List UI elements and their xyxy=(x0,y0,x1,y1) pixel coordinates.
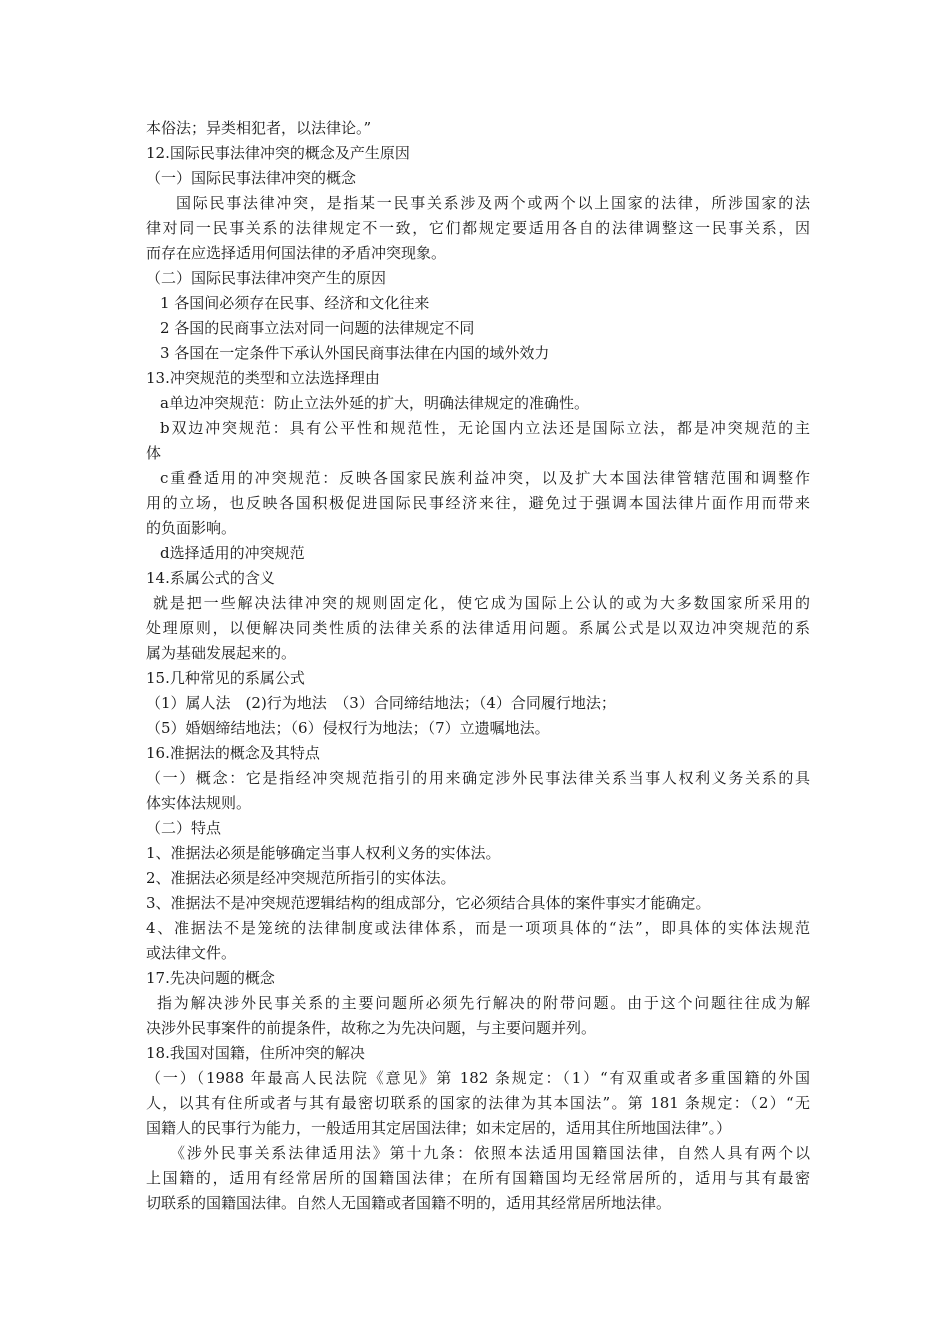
text-line: 体实体法规则。 xyxy=(146,794,252,812)
list-item: a单边冲突规范：防止立法外延的扩大，明确法律规定的准确性。 xyxy=(160,394,589,412)
section-heading: 17.先决问题的概念 xyxy=(146,969,275,987)
text-line: 而存在应选择适用何国法律的矛盾冲突现象。 xyxy=(146,244,447,262)
text-line: 或法律文件。 xyxy=(146,944,237,962)
subsection-heading: （二）特点 xyxy=(146,819,222,837)
list-item: 3、准据法不是冲突规范逻辑结构的组成部分，它必须结合具体的案件事实才能确定。 xyxy=(146,894,711,912)
text-line: （5）婚姻缔结地法；（6）侵权行为地法；（7）立遗嘱地法。 xyxy=(146,719,550,737)
text-line: （一）概念：它是指经冲突规范指引的用来确定涉外民事法律关系当事人权利义务关系的具 xyxy=(146,769,810,787)
list-item: 3 各国在一定条件下承认外国民商事法律在内国的域外效力 xyxy=(160,344,550,362)
text-line: 《涉外民事关系法律适用法》第十九条：依照本法适用国籍国法律，自然人具有两个以 xyxy=(170,1144,810,1162)
text-line: 指为解决涉外民事关系的主要问题所必须先行解决的附带问题。由于这个问题往往成为解 xyxy=(157,994,810,1012)
text-line: 人，以其有住所或者与其有最密切联系的国家的法律为其本国法”。第 181 条规定：（2）“无 xyxy=(146,1094,810,1112)
list-item: 1 各国间必须存在民事、经济和文化往来 xyxy=(160,294,430,312)
text-line: 就是把一些解决法律冲突的规则固定化，使它成为国际上公认的或为大多数国家所采用的 xyxy=(153,594,810,612)
section-heading: 15.几种常见的系属公式 xyxy=(146,669,305,687)
subsection-heading: （一）国际民事法律冲突的概念 xyxy=(146,169,357,187)
list-item: 2 各国的民商事立法对同一问题的法律规定不同 xyxy=(160,319,475,337)
list-item: d选择适用的冲突规范 xyxy=(160,544,305,562)
list-item: 1、准据法必须是能够确定当事人权利义务的实体法。 xyxy=(146,844,501,862)
text-line: 国籍人的民事行为能力，一般适用其定居国法律；如未定居的，适用其住所地国法律”。） xyxy=(146,1119,732,1137)
section-heading: 18.我国对国籍，住所冲突的解决 xyxy=(146,1044,365,1062)
section-heading: 14.系属公式的含义 xyxy=(146,569,275,587)
text-line: 体 xyxy=(146,444,162,462)
text-line: 用的立场，也反映各国积极促进国际民事经济来往，避免过于强调本国法律片面作用而带来 xyxy=(146,494,810,512)
text-line: （1）属人法 (2)行为地法 （3）合同缔结地法；（4）合同履行地法； xyxy=(146,694,616,712)
text-line: 处理原则，以便解决同类性质的法律关系的法律适用问题。系属公式是以双边冲突规范的系 xyxy=(146,619,810,637)
list-item: 4、准据法不是笼统的法律制度或法律体系，而是一项项具体的“法”，即具体的实体法规范 xyxy=(146,919,810,937)
text-line: 本俗法；异类相犯者，以法律论。” xyxy=(146,119,372,137)
section-heading: 12.国际民事法律冲突的概念及产生原因 xyxy=(146,144,410,162)
list-item: b双边冲突规范：具有公平性和规范性，无论国内立法还是国际立法，都是冲突规范的主 xyxy=(160,419,810,437)
list-item: c重叠适用的冲突规范：反映各国家民族利益冲突，以及扩大本国法律管辖范围和调整作 xyxy=(160,469,810,487)
text-line: 的负面影响。 xyxy=(146,519,237,537)
text-line: 国际民事法律冲突，是指某一民事关系涉及两个或两个以上国家的法律，所涉国家的法 xyxy=(176,194,810,212)
list-item: 2、准据法必须是经冲突规范所指引的实体法。 xyxy=(146,869,456,887)
text-line: 属为基础发展起来的。 xyxy=(146,644,297,662)
section-heading: 16.准据法的概念及其特点 xyxy=(146,744,320,762)
text-line: 切联系的国籍国法律。自然人无国籍或者国籍不明的，适用其经常居所地法律。 xyxy=(146,1194,672,1212)
text-line: 律对同一民事关系的法律规定不一致，它们都规定要适用各自的法律调整这一民事关系，因 xyxy=(146,219,810,237)
section-heading: 13.冲突规范的类型和立法选择理由 xyxy=(146,369,380,387)
text-line: 上国籍的，适用有经常居所的国籍国法律；在所有国籍国均无经常居所的，适用与其有最密 xyxy=(146,1169,810,1187)
text-line: （一）（1988 年最高人民法院《意见》第 182 条规定：（1）“有双重或者多重国籍的外国 xyxy=(146,1069,810,1087)
text-line: 决涉外民事案件的前提条件，故称之为先决问题，与主要问题并列。 xyxy=(146,1019,597,1037)
subsection-heading: （二）国际民事法律冲突产生的原因 xyxy=(146,269,387,287)
